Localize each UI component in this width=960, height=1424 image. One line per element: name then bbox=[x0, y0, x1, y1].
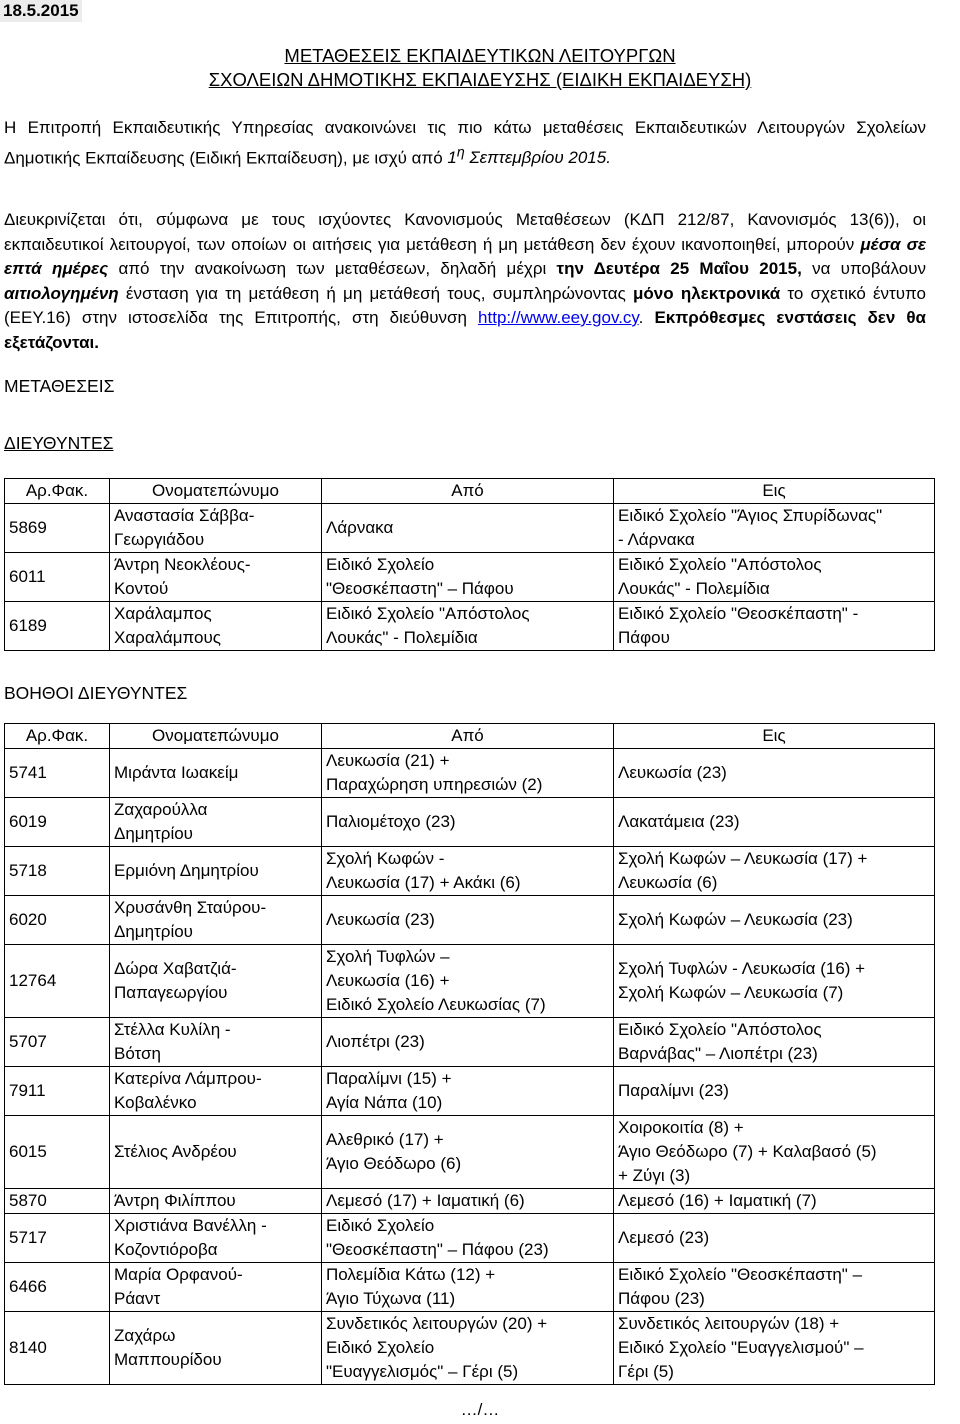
cell-to: Χοιροκοιτία (8) + Άγιο Θεόδωρο (7) + Καλαβασό (5) + Ζύγι (3) bbox=[614, 1116, 935, 1189]
cell-file-no: 8140 bbox=[5, 1312, 110, 1385]
header-name: Ονοματεπώνυμο bbox=[110, 479, 322, 504]
cell-to: Παραλίμνι (23) bbox=[614, 1067, 935, 1116]
notice-text-3: να υποβάλουν bbox=[801, 259, 926, 278]
table-row bbox=[5, 749, 935, 798]
notice-justified: αιτιολογημένη bbox=[4, 283, 119, 303]
table-row bbox=[5, 896, 935, 945]
title-line-1: ΜΕΤΑΘΕΣΕΙΣ ΕΚΠΑΙΔΕΥΤΙΚΩΝ ΛΕΙΤΟΥΡΓΩΝ bbox=[284, 45, 676, 66]
header-file-no: Αρ.Φακ. bbox=[5, 724, 110, 749]
cell-file-no: 7911 bbox=[5, 1067, 110, 1116]
table-row bbox=[5, 1116, 935, 1189]
cell-to: Λεμεσό (16) + Ιαματική (7) bbox=[614, 1189, 935, 1214]
cell-file-no: 5717 bbox=[5, 1214, 110, 1263]
table-row bbox=[5, 1018, 935, 1067]
document-date: 18.5.2015 bbox=[0, 0, 82, 22]
assistant-directors-table bbox=[4, 723, 935, 1385]
cell-file-no: 6189 bbox=[5, 602, 110, 651]
directors-table bbox=[4, 478, 935, 651]
table-row bbox=[5, 1189, 935, 1214]
cell-name: Στέλλα Κυλίλη - Βότση bbox=[110, 1018, 322, 1067]
cell-from: Παλιομέτοχο (23) bbox=[322, 798, 614, 847]
notice-deadline-days: μέσα σε επτά ημέρες bbox=[4, 234, 926, 278]
cell-from: Πολεμίδια Κάτω (12) + Άγιο Τύχωνα (11) bbox=[322, 1263, 614, 1312]
table-row bbox=[5, 798, 935, 847]
cell-file-no: 6015 bbox=[5, 1116, 110, 1189]
notice-electronic-only: μόνο ηλεκτρονικά bbox=[633, 283, 781, 303]
cell-to: Λακατάμεια (23) bbox=[614, 798, 935, 847]
cell-file-no: 5741 bbox=[5, 749, 110, 798]
section-assistant-directors: ΒΟΗΘΟΙ ΔΙΕΥΘΥΝΤΕΣ bbox=[4, 683, 188, 703]
cell-file-no: 5718 bbox=[5, 847, 110, 896]
cell-file-no: 5707 bbox=[5, 1018, 110, 1067]
notice-late-objections: Εκπρόθεσμες ενστάσεις δεν θα εξετάζονται. bbox=[4, 308, 926, 352]
cell-from: Σχολή Τυφλών – Λευκωσία (16) + Ειδικό Σχολείο Λευκωσίας (7) bbox=[322, 945, 614, 1018]
header-name: Ονοματεπώνυμο bbox=[110, 724, 322, 749]
website-link[interactable]: http://www.eey.gov.cy bbox=[478, 308, 639, 327]
cell-file-no: 6020 bbox=[5, 896, 110, 945]
cell-name: Ερμιόνη Δημητρίου bbox=[110, 847, 322, 896]
table-row bbox=[5, 1263, 935, 1312]
title-line-2: ΣΧΟΛΕΙΩΝ ΔΗΜΟΤΙΚΗΣ ΕΚΠΑΙΔΕΥΣΗΣ (ΕΙΔΙΚΗ ΕΚΠΑΙΔΕΥΣΗ) bbox=[208, 69, 752, 90]
header-to: Εις bbox=[614, 479, 935, 504]
cell-from: Σχολή Κωφών - Λευκωσία (17) + Ακάκι (6) bbox=[322, 847, 614, 896]
cell-to: Λεμεσό (23) bbox=[614, 1214, 935, 1263]
header-file-no: Αρ.Φακ. bbox=[5, 479, 110, 504]
cell-file-no: 6466 bbox=[5, 1263, 110, 1312]
cell-from: Συνδετικός λειτουργών (20) + Ειδικό Σχολείο "Ευαγγελισμός" – Γέρι (5) bbox=[322, 1312, 614, 1385]
notice-text-6: . bbox=[638, 308, 655, 327]
table-row bbox=[5, 945, 935, 1018]
cell-from: Λεμεσό (17) + Ιαματική (6) bbox=[322, 1189, 614, 1214]
cell-to: Σχολή Κωφών – Λευκωσία (17) + Λευκωσία (6) bbox=[614, 847, 935, 896]
table-row bbox=[5, 847, 935, 896]
intro-date-rest: Σεπτεμβρίου 2015. bbox=[464, 148, 611, 168]
cell-to: Ειδικό Σχολείο "Απόστολος Λουκάς" - Πολεμίδια bbox=[614, 553, 935, 602]
header-from: Από bbox=[322, 479, 614, 504]
cell-file-no: 12764 bbox=[5, 945, 110, 1018]
cell-from: Λευκωσία (21) + Παραχώρηση υπηρεσιών (2) bbox=[322, 749, 614, 798]
cell-name: Μιράντα Ιωακείμ bbox=[110, 749, 322, 798]
header-to: Εις bbox=[614, 724, 935, 749]
cell-to: Σχολή Κωφών – Λευκωσία (23) bbox=[614, 896, 935, 945]
cell-name: Δώρα Χαβατζιά- Παπαγεωργίου bbox=[110, 945, 322, 1018]
cell-name: Χρυσάνθη Σταύρου- Δημητρίου bbox=[110, 896, 322, 945]
table-row bbox=[5, 1312, 935, 1385]
notice-text-4: ένσταση για τη μετάθεση ή μη μετάθεσή τους, συμπληρώνοντας bbox=[118, 283, 633, 303]
cell-name: Κατερίνα Λάμπρου- Κοβαλένκο bbox=[110, 1067, 322, 1116]
table-row bbox=[5, 1067, 935, 1116]
cell-file-no: 6019 bbox=[5, 798, 110, 847]
intro-paragraph bbox=[4, 116, 926, 171]
table-row bbox=[5, 602, 935, 651]
cell-name: Ζαχαρούλλα Δημητρίου bbox=[110, 798, 322, 847]
intro-text: Η Επιτροπή Εκπαιδευτικής Υπηρεσίας ανακοινώνει τις πιο κάτω μεταθέσεις Εκπαιδευτικών Λειτουργών Σχολείων Δημοτικής Εκπαίδευσης (Ειδική Εκπαίδευση), με ισχύ από bbox=[4, 118, 926, 168]
cell-name: Χαράλαμπος Χαραλάμπους bbox=[110, 602, 322, 651]
continuation-marker: …/… bbox=[460, 1400, 500, 1419]
notice-text-5: το σχετικό έντυπο (ΕΕΥ.16) στην ιστοσελίδα της Επιτροπής, στη διεύθυνση bbox=[4, 283, 926, 327]
cell-name: Χριστιάνα Βανέλλη - Κοζοντιόροβα bbox=[110, 1214, 322, 1263]
cell-from: Αλεθρικό (17) + Άγιο Θεόδωρο (6) bbox=[322, 1116, 614, 1189]
notice-deadline-date: την Δευτέρα 25 Μαΐου 2015, bbox=[556, 259, 802, 278]
cell-to: Ειδικό Σχολείο "Απόστολος Βαρνάβας" – Λιοπέτρι (23) bbox=[614, 1018, 935, 1067]
cell-from: Ειδικό Σχολείο "Θεοσκέπαστη" – Πάφου bbox=[322, 553, 614, 602]
cell-from: Λευκωσία (23) bbox=[322, 896, 614, 945]
table-row bbox=[5, 504, 935, 553]
table-header-row bbox=[5, 479, 935, 504]
table-header-row bbox=[5, 724, 935, 749]
cell-file-no: 6011 bbox=[5, 553, 110, 602]
cell-name: Αναστασία Σάββα- Γεωργιάδου bbox=[110, 504, 322, 553]
cell-name: Άντρη Φιλίππου bbox=[110, 1189, 322, 1214]
intro-date-num: 1 bbox=[447, 148, 457, 168]
cell-name: Ζαχάρω Μαππουρίδου bbox=[110, 1312, 322, 1385]
cell-from: Λάρνακα bbox=[322, 504, 614, 553]
cell-to: Ειδικό Σχολείο "Άγιος Σπυρίδωνας" - Λάρνακα bbox=[614, 504, 935, 553]
table-row bbox=[5, 553, 935, 602]
cell-from: Λιοπέτρι (23) bbox=[322, 1018, 614, 1067]
intro-date-sup: η bbox=[456, 144, 465, 161]
table-row bbox=[5, 1214, 935, 1263]
cell-from: Παραλίμνι (15) + Αγία Νάπα (10) bbox=[322, 1067, 614, 1116]
cell-to: Συνδετικός λειτουργών (18) + Ειδικό Σχολείο "Ευαγγελισμού" – Γέρι (5) bbox=[614, 1312, 935, 1385]
cell-from: Ειδικό Σχολείο "Θεοσκέπαστη" – Πάφου (23) bbox=[322, 1214, 614, 1263]
cell-to: Ειδικό Σχολείο "Θεοσκέπαστη" – Πάφου (23) bbox=[614, 1263, 935, 1312]
cell-to: Ειδικό Σχολείο "Θεοσκέπαστη" - Πάφου bbox=[614, 602, 935, 651]
cell-name: Άντρη Νεοκλέους- Κοντού bbox=[110, 553, 322, 602]
section-transfers: ΜΕΤΑΘΕΣΕΙΣ bbox=[4, 376, 115, 396]
notice-text-2: από την ανακοίνωση των μεταθέσεων, δηλαδή μέχρι bbox=[108, 259, 557, 278]
cell-to: Λευκωσία (23) bbox=[614, 749, 935, 798]
cell-from: Ειδικό Σχολείο "Απόστολος Λουκάς" - Πολεμίδια bbox=[322, 602, 614, 651]
cell-file-no: 5870 bbox=[5, 1189, 110, 1214]
notice-text-1: Διευκρινίζεται ότι, σύμφωνα με τους ισχύοντες Κανονισμούς Μεταθέσεων (ΚΔΠ 212/87, Κανονισμός 13(6)), οι εκπαιδευτικοί λειτουργοί, των οποίων οι αιτήσεις για μετάθεση ή μη μετάθεση δεν έχουν ικανοποιηθεί, μπορούν bbox=[4, 210, 926, 254]
cell-name: Μαρία Ορφανού- Ράαντ bbox=[110, 1263, 322, 1312]
section-directors: ΔΙΕΥΘΥΝΤΕΣ bbox=[4, 433, 114, 453]
notice-paragraph bbox=[4, 208, 926, 355]
cell-file-no: 5869 bbox=[5, 504, 110, 553]
cell-name: Στέλιος Ανδρέου bbox=[110, 1116, 322, 1189]
cell-to: Σχολή Τυφλών - Λευκωσία (16) + Σχολή Κωφών – Λευκωσία (7) bbox=[614, 945, 935, 1018]
header-from: Από bbox=[322, 724, 614, 749]
